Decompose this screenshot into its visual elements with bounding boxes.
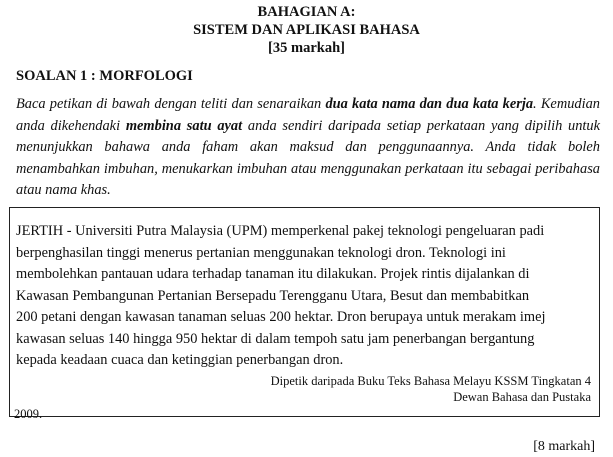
instruction-bold-2: membina satu ayat <box>125 117 243 134</box>
instruction-part-3: anda sendiri daripada setiap perkataan yang dipilih untuk menunjukkan bahawa anda faham akan maksud dan penggunaannya. Anda tidak boleh menambahkan imbuhan, menukarkan imbuhan atau menggunakan perkataan itu sebagai peribahasa atau nama khas. <box>16 117 601 199</box>
passage-line: berpenghasilan tinggi menerus pertanian menggunakan teknologi dron. Teknologi ini <box>16 244 506 261</box>
passage-text <box>16 221 596 372</box>
section-subtitle: SISTEM DAN APLIKASI BAHASA <box>193 22 420 38</box>
passage-line: membolehkan pantauan udara terhadap tanaman itu dilakukan. Projek rintis dijalankan di <box>16 266 530 282</box>
instruction-part-1: Baca petikan di bawah dengan teliti dan senaraikan <box>16 96 326 112</box>
source-year: 2009. <box>14 407 43 421</box>
instruction-bold-1: dua kata nama dan dua kata kerja <box>325 96 534 112</box>
question-marks: [8 markah] <box>533 439 595 454</box>
section-title: BAHAGIAN A: <box>257 4 356 20</box>
question-title: SOALAN 1 : MORFOLOGI <box>16 68 193 84</box>
passage-line: JERTIH - Universiti Putra Malaysia (UPM) memperkenal pakej teknologi pengeluaran padi <box>16 223 545 239</box>
passage-line: Kawasan Pembangunan Pertanian Bersepadu Terengganu Utara, Besut dan membabitkan <box>16 287 530 304</box>
instruction-part-2: . Kemudian anda dikehendaki <box>16 96 600 134</box>
passage-line: kepada keadaan cuaca dan ketinggian penerbangan dron. <box>16 352 344 368</box>
passage-line: 200 petani dengan kawasan tanaman seluas 200 hektar. Dron berupaya untuk merakam imej <box>16 309 546 325</box>
section-marks: [35 markah] <box>268 40 345 56</box>
instruction-text <box>16 94 600 202</box>
source-citation: Dipetik daripada Buku Teks Bahasa Melayu KSSM Tingkatan 4 <box>270 374 591 388</box>
passage-line: kawasan seluas 140 hingga 950 hektar di dalam tempoh satu jam penerbangan bergantung <box>16 330 535 347</box>
source-publisher: Dewan Bahasa dan Pustaka <box>453 390 591 404</box>
